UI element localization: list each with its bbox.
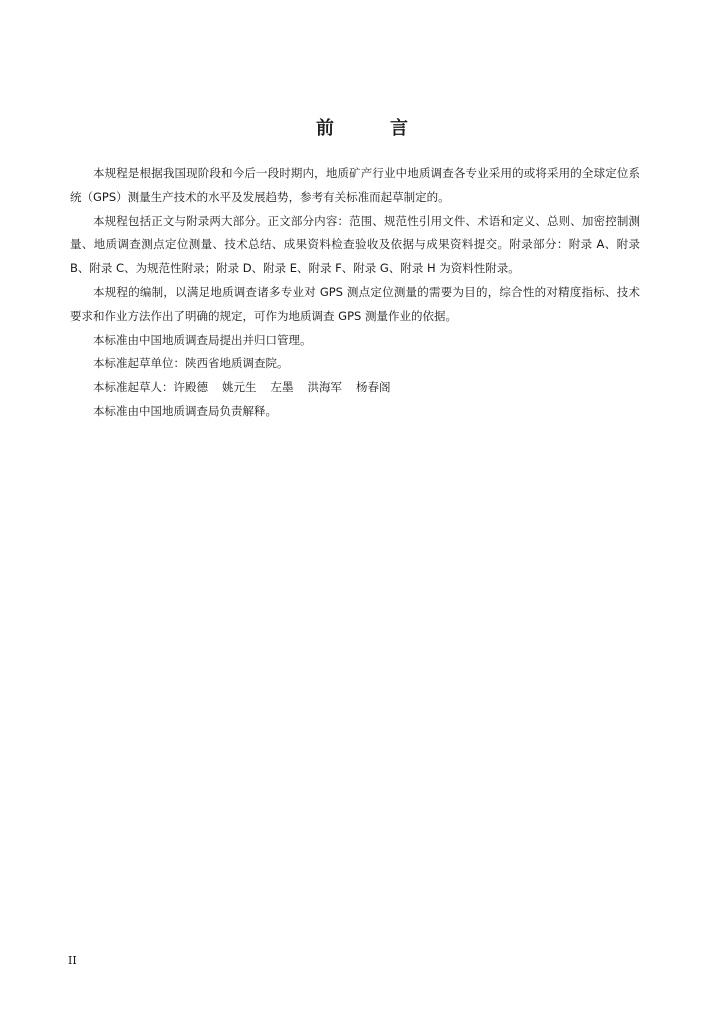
drafter-name: 左墨 bbox=[270, 380, 294, 395]
paragraph-drafters bbox=[70, 376, 640, 400]
paragraph-compilation: 本规程的编制，以满足地质调查诸多专业对 GPS 测点定位测量的需要为目的，综合性的对精度指标、技术要求和作业方法作出了明确的规定，可作为地质调查 GPS 测量作业的依据。 bbox=[70, 284, 640, 323]
paragraph-drafting-unit: 本标准起草单位：陕西省地质调查院。 bbox=[93, 356, 289, 371]
paragraph-management: 本标准由中国地质调查局提出并归口管理。 bbox=[93, 332, 312, 347]
paragraph-interpretation: 本标准由中国地质调查局负责解释。 bbox=[93, 403, 277, 418]
drafter-name: 洪海军 bbox=[307, 380, 342, 395]
foreword-body bbox=[70, 162, 640, 424]
page-number: II bbox=[68, 954, 77, 967]
drafters-label: 本标准起草人： bbox=[93, 380, 174, 395]
drafter-name: 许殿德 bbox=[173, 380, 208, 395]
drafter-name: 杨春阁 bbox=[356, 380, 391, 395]
paragraph-purpose: 本规程是根据我国现阶段和今后一段时期内，地质矿产行业中地质调查各专业采用的或将采用的全球定位系统（GPS）测量生产技术的水平及发展趋势，参考有关标准而起草制定的。 bbox=[70, 166, 640, 204]
paragraph-structure: 本规程包括正文与附录两大部分。正文部分内容：范围、规范性引用文件、术语和定义、总则、加密控制测量、地质调查测点定位测量、技术总结、成果资料检查验收及依据与成果资料提交。附录部分：附录 A、附录 B、附录 C、为规范性附录；附录 D、附录 E、附录 F、附录 G、附录 H 为资料性附录。 bbox=[70, 213, 640, 276]
page-title: 前言 bbox=[316, 118, 464, 139]
drafter-name: 姚元生 bbox=[222, 380, 257, 395]
